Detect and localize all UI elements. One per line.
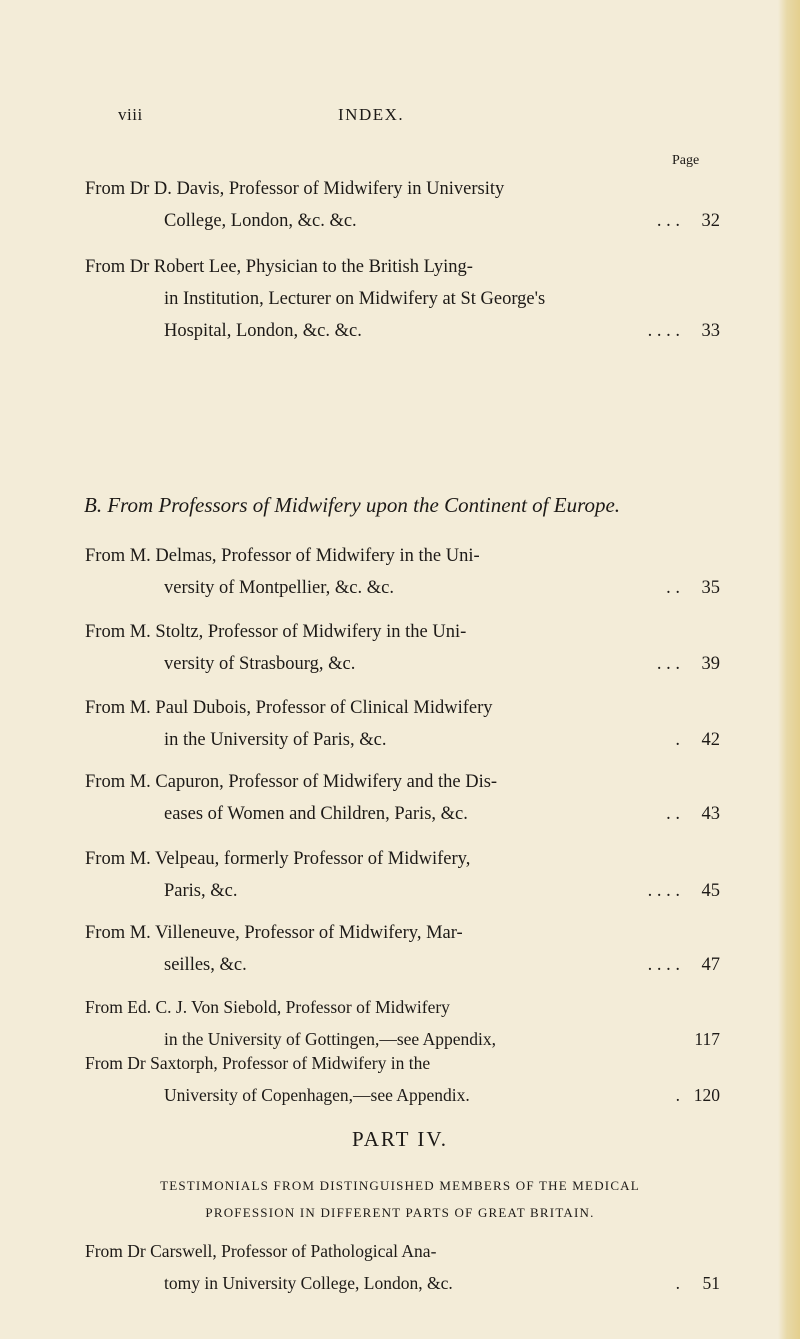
entry-line: tomy in University College, London, &c. — [164, 1273, 453, 1293]
entry-dots: . . . — [656, 211, 680, 231]
entry-line: University of Copenhagen,—see Appendix. — [164, 1085, 470, 1105]
entry-line: in the University of Paris, &c. — [164, 730, 387, 750]
heading-line: PROFESSION IN DIFFERENT PARTS OF GREAT BRITAIN. — [205, 1205, 595, 1220]
heading-line: TESTIMONIALS FROM DISTINGUISHED MEMBERS OF THE MEDICAL — [160, 1178, 640, 1193]
page-column-label: Page — [672, 153, 700, 168]
entry-dots: . . — [666, 578, 680, 598]
entry-line: From M. Velpeau, formerly Professor of Midwifery, — [85, 849, 471, 869]
entry-page: 32 — [701, 211, 720, 231]
entry-line: From Ed. C. J. Von Siebold, Professor of Midwifery — [85, 997, 450, 1017]
testimonials-heading — [0, 1172, 800, 1226]
entry-line: From Dr Saxtorph, Professor of Midwifery in the — [85, 1053, 431, 1073]
entry-page: 51 — [702, 1273, 720, 1293]
entry-dots: . — [675, 1273, 680, 1293]
entry-page: 45 — [701, 881, 720, 901]
entry-line: Hospital, London, &c. &c. — [164, 321, 362, 341]
entry-line: From M. Stoltz, Professor of Midwifery in the Uni- — [85, 622, 467, 642]
entry-line: From M. Paul Dubois, Professor of Clinical Midwifery — [85, 698, 493, 718]
entry-dots: . . . . — [647, 955, 680, 975]
entry-line: in the University of Gottingen,—see Appendix, — [164, 1029, 496, 1049]
page-number: viii — [118, 105, 143, 124]
page-title: INDEX. — [338, 105, 405, 124]
entry-page: 120 — [693, 1085, 720, 1105]
entry-line: seilles, &c. — [164, 955, 247, 975]
entry-line: From Dr Robert Lee, Physician to the British Lying- — [85, 257, 473, 277]
entry-line: College, London, &c. &c. — [164, 211, 357, 231]
entry-line: in Institution, Lecturer on Midwifery at St George's — [164, 289, 546, 309]
entry-page: 35 — [701, 578, 720, 598]
entry-line: From Dr Carswell, Professor of Pathological Ana- — [85, 1241, 437, 1261]
entry-dots: . . . — [656, 654, 680, 674]
entry-page: 39 — [701, 654, 720, 674]
entry-page: 117 — [694, 1029, 720, 1049]
entry-line: From M. Capuron, Professor of Midwifery and the Dis- — [85, 772, 498, 792]
entry-line: versity of Strasbourg, &c. — [164, 654, 356, 674]
entry-line: Paris, &c. — [164, 881, 238, 901]
entry-line: From Dr D. Davis, Professor of Midwifery in University — [85, 179, 505, 199]
section-heading: B. From Professors of Midwifery upon the Continent of Europe. — [84, 493, 621, 517]
entry-dots: . — [675, 1085, 680, 1105]
entry-dots: . . — [666, 804, 680, 824]
entry-line: From M. Delmas, Professor of Midwifery in the Uni- — [85, 546, 480, 566]
entry-page: 42 — [701, 730, 720, 750]
entry-page: 33 — [701, 321, 720, 341]
entry-dots: . . . . — [647, 321, 680, 341]
entry-dots: . — [675, 730, 680, 750]
entry-line: From M. Villeneuve, Professor of Midwifery, Mar- — [85, 923, 463, 943]
entry-line: versity of Montpellier, &c. &c. — [164, 578, 394, 598]
entry-line: eases of Women and Children, Paris, &c. — [164, 804, 468, 824]
entry-page: 43 — [701, 804, 720, 824]
part-title: PART IV. — [351, 1127, 449, 1151]
entry-page: 47 — [701, 955, 720, 975]
entry-dots: . . . . — [647, 881, 680, 901]
